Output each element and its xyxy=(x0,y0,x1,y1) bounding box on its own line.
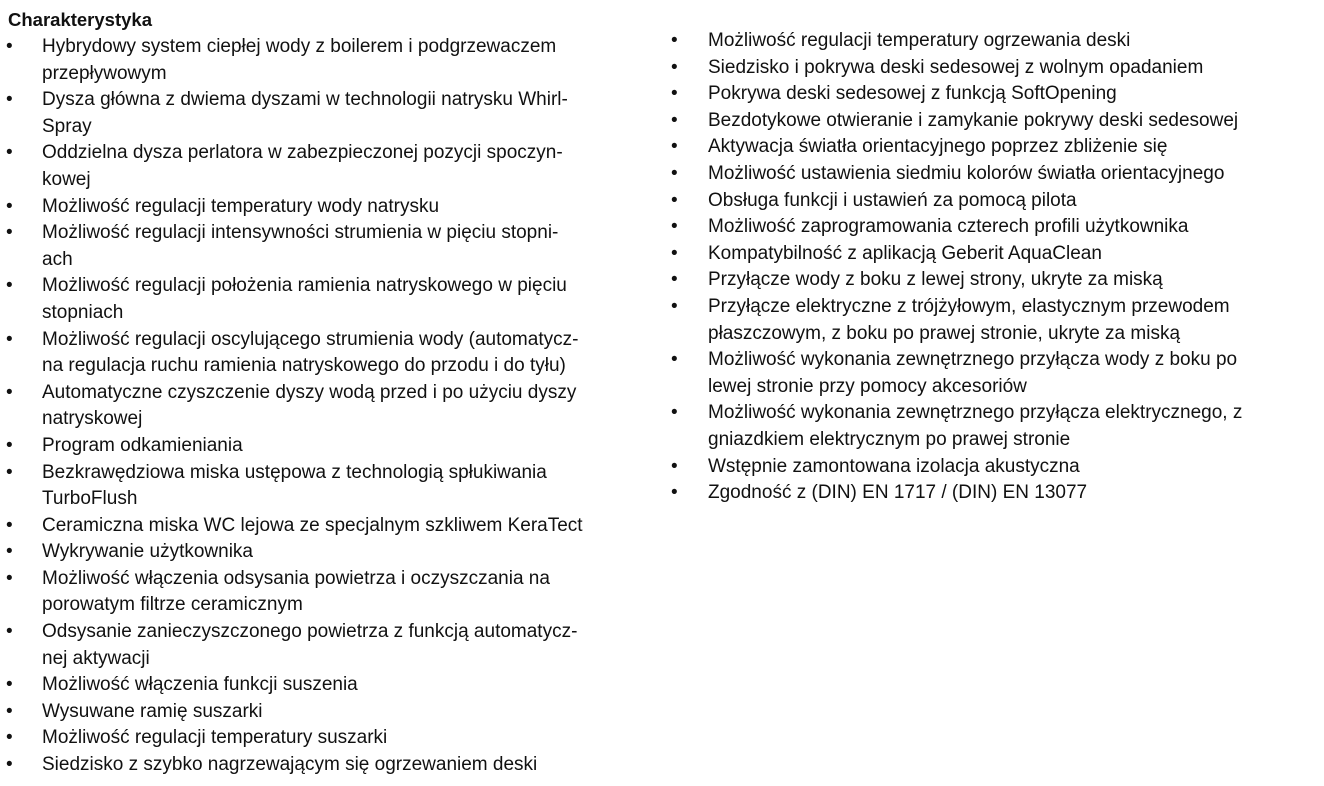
bullet-icon: • xyxy=(671,295,678,317)
list-item xyxy=(6,460,666,513)
bullet-icon: • xyxy=(6,222,13,244)
list-item-text: Bezkrawędziowa miska ustępowa z technologią spłukiwania xyxy=(42,461,547,483)
list-item xyxy=(671,480,1321,507)
list-item xyxy=(6,699,666,726)
bullet-icon: • xyxy=(671,56,678,78)
list-item-text: Siedzisko z szybko nagrzewającym się ogrzewaniem deski xyxy=(42,754,538,776)
bullet-icon: • xyxy=(671,136,678,158)
list-item-text: Możliwość regulacji temperatury ogrzewania deski xyxy=(708,30,1131,51)
bullet-icon: • xyxy=(6,727,13,749)
list-item xyxy=(6,87,666,140)
bullet-icon: • xyxy=(6,434,13,456)
list-item xyxy=(671,347,1321,400)
bullet-icon: • xyxy=(671,402,678,424)
list-item-text: nej aktywacji xyxy=(42,647,150,669)
list-item-text: Siedzisko i pokrywa deski sedesowej z wolnym opadaniem xyxy=(708,56,1204,78)
list-item-text: płaszczowym, z boku po prawej stronie, ukryte za miską xyxy=(708,322,1181,344)
list-item xyxy=(6,672,666,699)
bullet-icon: • xyxy=(671,83,678,105)
bullet-icon: • xyxy=(6,541,13,563)
list-item-text: Wstępnie zamontowana izolacja akustyczna xyxy=(708,455,1080,477)
list-item-text: Możliwość zaprogramowania czterech profili użytkownika xyxy=(708,216,1189,238)
bullet-icon: • xyxy=(671,242,678,264)
list-item xyxy=(6,752,666,779)
list-item-text: natryskowej xyxy=(42,408,143,430)
list-item-text: Możliwość regulacji temperatury suszarki xyxy=(42,727,388,749)
list-item-text: Dysza główna z dwiema dyszami w technologii natrysku Whirl- xyxy=(42,89,568,111)
bullet-icon: • xyxy=(6,142,13,164)
list-item xyxy=(671,28,1321,55)
list-item-text: Możliwość wykonania zewnętrznego przyłącza wody z boku po xyxy=(708,349,1238,371)
list-item xyxy=(6,327,666,380)
list-item-text: Przyłącze elektryczne z trójżyłowym, elastycznym przewodem xyxy=(708,295,1230,317)
list-item-text: ach xyxy=(42,248,73,270)
list-item-text: Możliwość ustawienia siedmiu kolorów światła orientacyjnego xyxy=(708,162,1225,184)
bullet-icon: • xyxy=(6,328,13,350)
bullet-icon: • xyxy=(671,162,678,184)
list-item xyxy=(671,267,1321,294)
list-item-text: TurboFlush xyxy=(42,488,138,510)
list-item-text: Możliwość włączenia funkcji suszenia xyxy=(42,674,358,696)
list-item-text: Oddzielna dysza perlatora w zabezpieczonej pozycji spoczyn- xyxy=(42,142,563,164)
list-item-text: Wykrywanie użytkownika xyxy=(42,541,254,563)
list-item-text: na regulacja ruchu ramienia natryskowego do przodu i do tyłu) xyxy=(42,355,566,377)
list-item xyxy=(6,725,666,752)
section-heading: Charakterystyka xyxy=(8,9,152,30)
list-item-text: Odsysanie zanieczyszczonego powietrza z funkcją automatycz- xyxy=(42,621,578,643)
bullet-icon: • xyxy=(6,461,13,483)
list-item xyxy=(6,140,666,193)
list-item-text: Automatyczne czyszczenie dyszy wodą przed i po użyciu dyszy xyxy=(42,381,577,403)
list-item-text: Wysuwane ramię suszarki xyxy=(42,700,263,722)
list-item xyxy=(6,513,666,540)
bullet-icon: • xyxy=(671,216,678,238)
bullet-icon: • xyxy=(671,349,678,371)
bullet-icon: • xyxy=(671,109,678,131)
bullet-icon: • xyxy=(6,700,13,722)
list-item-text: Hybrydowy system ciepłej wody z boilerem i podgrzewaczem xyxy=(42,36,557,57)
feature-list-right xyxy=(671,28,1321,507)
list-item xyxy=(671,294,1321,347)
bullet-icon: • xyxy=(6,89,13,111)
feature-list-left xyxy=(6,34,666,779)
bullet-icon: • xyxy=(6,567,13,589)
bullet-icon: • xyxy=(671,30,678,51)
list-item-text: Pokrywa deski sedesowej z funkcją SoftOpening xyxy=(708,83,1117,105)
list-item xyxy=(671,214,1321,241)
list-item xyxy=(6,194,666,221)
bullet-icon: • xyxy=(6,381,13,403)
list-item xyxy=(671,55,1321,82)
list-item xyxy=(671,241,1321,268)
list-item-text: Bezdotykowe otwieranie i zamykanie pokrywy deski sedesowej xyxy=(708,109,1239,131)
bullet-icon: • xyxy=(6,674,13,696)
bullet-icon: • xyxy=(671,455,678,477)
list-item-text: Możliwość włączenia odsysania powietrza i oczyszczania na xyxy=(42,567,550,589)
list-item xyxy=(671,400,1321,453)
list-item xyxy=(6,619,666,672)
list-item-text: lewej stronie przy pomocy akcesoriów xyxy=(708,375,1027,397)
list-item xyxy=(6,34,666,87)
list-item-text: gniazdkiem elektrycznym po prawej stronie xyxy=(708,428,1071,450)
list-item xyxy=(671,454,1321,481)
list-item xyxy=(6,380,666,433)
list-item xyxy=(6,220,666,273)
list-item-text: przepływowym xyxy=(42,62,167,84)
list-item-text: stopniach xyxy=(42,301,124,323)
list-item-text: Obsługa funkcji i ustawień za pomocą pilota xyxy=(708,189,1077,211)
list-item-text: Spray xyxy=(42,115,92,137)
list-item-text: Możliwość regulacji intensywności strumienia w pięciu stopni- xyxy=(42,222,559,244)
list-item-text: Kompatybilność z aplikacją Geberit AquaClean xyxy=(708,242,1102,264)
list-item xyxy=(671,161,1321,188)
bullet-icon: • xyxy=(6,754,13,776)
list-item xyxy=(671,81,1321,108)
bullet-icon: • xyxy=(671,189,678,211)
bullet-icon: • xyxy=(6,275,13,297)
list-item-text: Możliwość regulacji położenia ramienia natryskowego w pięciu xyxy=(42,275,567,297)
list-item xyxy=(671,134,1321,161)
bullet-icon: • xyxy=(6,621,13,643)
bullet-icon: • xyxy=(6,514,13,536)
list-item-text: Możliwość regulacji oscylującego strumienia wody (automatycz- xyxy=(42,328,579,350)
bullet-icon: • xyxy=(671,269,678,291)
list-item-text: Zgodność z (DIN) EN 1717 / (DIN) EN 13077 xyxy=(708,482,1088,504)
list-item-text: kowej xyxy=(42,168,91,190)
list-item-text: Możliwość regulacji temperatury wody natrysku xyxy=(42,195,440,217)
list-item xyxy=(6,433,666,460)
list-item-text: Program odkamieniania xyxy=(42,434,243,456)
list-item-text: Możliwość wykonania zewnętrznego przyłącza elektrycznego, z xyxy=(708,402,1243,424)
list-item xyxy=(6,566,666,619)
list-item-text: Przyłącze wody z boku z lewej strony, ukryte za miską xyxy=(708,269,1163,291)
list-item xyxy=(671,188,1321,215)
list-item xyxy=(6,273,666,326)
bullet-icon: • xyxy=(671,482,678,504)
list-item-text: Ceramiczna miska WC lejowa ze specjalnym szkliwem KeraTect xyxy=(42,514,583,536)
list-item-text: porowatym filtrze ceramicznym xyxy=(42,594,303,616)
bullet-icon: • xyxy=(6,195,13,217)
bullet-icon: • xyxy=(6,36,13,57)
list-item-text: Aktywacja światła orientacyjnego poprzez zbliżenie się xyxy=(708,136,1168,158)
list-item xyxy=(671,108,1321,135)
list-item xyxy=(6,539,666,566)
